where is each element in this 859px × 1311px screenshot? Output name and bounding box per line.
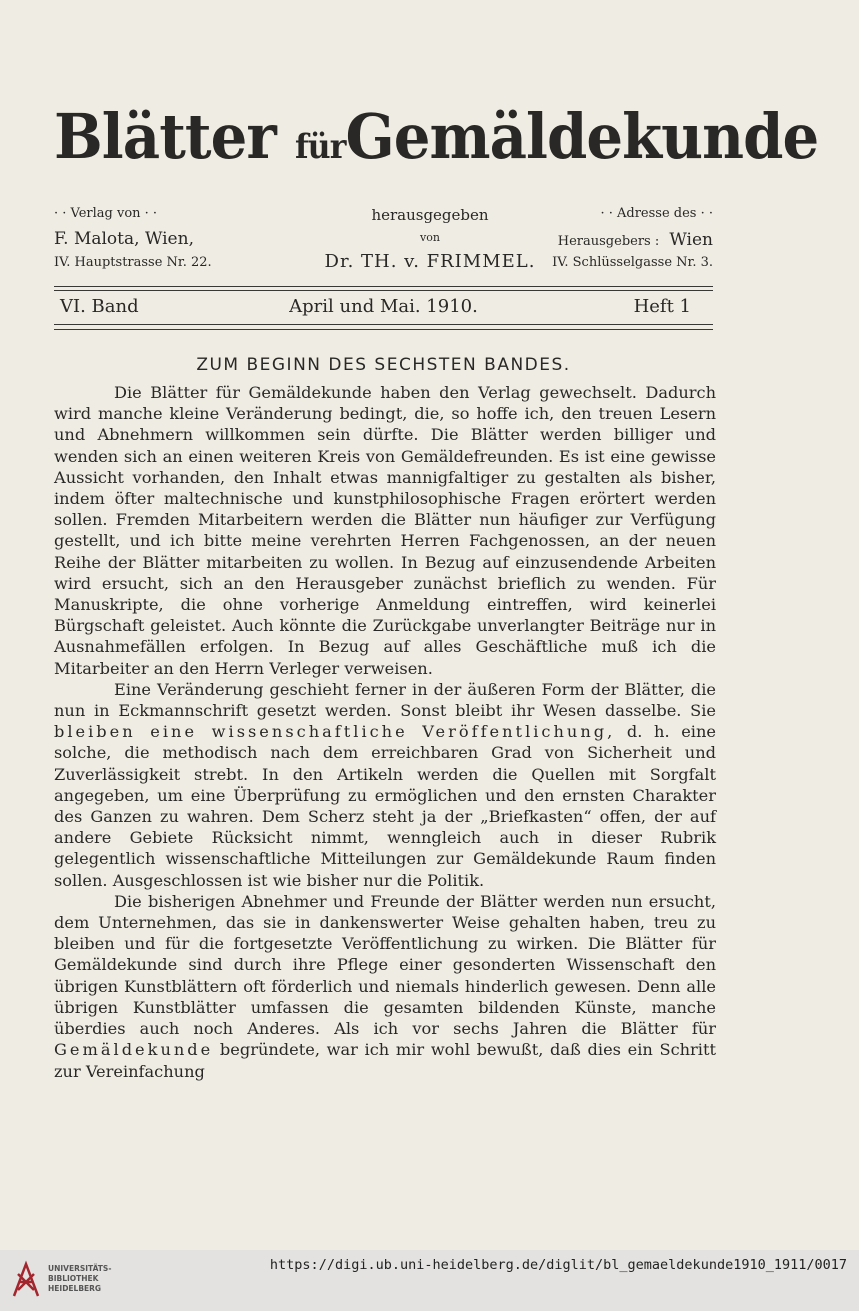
rule-top-1 [54, 286, 713, 287]
rule-bottom-1 [54, 324, 713, 325]
university-library-logo-icon [10, 1260, 42, 1300]
editor-name: Dr. TH. v. FRIMMEL. [324, 251, 536, 272]
volume-number: VI. Band [60, 296, 139, 317]
paragraph-2-start: Eine Veränderung geschieht ferner in der äußeren Form der Blätter, die nun in Eckmannschrift gesetzt werden. Sonst bleibt ihr Wesen dasselbe. Sie [54, 679, 716, 721]
rule-top-2 [54, 290, 713, 291]
address-label: · · Adresse des · · [600, 206, 713, 221]
editor-label: herausgegeben [371, 206, 489, 224]
library-name-line-3: HEIDELBERG [48, 1284, 102, 1293]
library-name-line-1: UNIVERSITÄTS- [48, 1264, 112, 1273]
rule-bottom-2 [54, 329, 713, 330]
title-word-fuer: für [294, 127, 346, 167]
address-street: IV. Schlüsselgasse Nr. 3. [552, 255, 713, 270]
address-of-label: Herausgebers : [557, 234, 660, 249]
paragraph-3-start: Die bisherigen Abnehmer und Freunde der Blätter werden nun ersucht, dem Unternehmen, das sie in dankenswerter Weise gehalten haben, treu zu bleiben und für die fortgesetzte Veröffentlichung zu wirken. Die Blätter für Gemäldekunde sind durch ihre Pflege einer gesonderten Wissenschaft den übrigen Kunstblättern oft förderlich und niemals hinderlich gewesen. Denn alle übrigen Kunstblätter umfassen die gesamten bildenden Künste, manche überdies auch noch Anderes. Als ich vor sechs Jahren die Blätter für [54, 891, 716, 1039]
paragraph-3 [54, 891, 716, 1082]
paragraph-2-end: d. h. eine solche, die methodisch nach dem erreichbaren Grad von Sicherheit und Zuverlässigkeit strebt. In den Artikeln werden die Quellen mit Sorgfalt angegeben, um eine Überprüfung zu ermöglichen und den ernsten Charakter des Ganzen zu wahren. Dem Scherz steht ja der „Briefkasten“ offen, der auf andere Gebiete Rücksicht nimmt, wenngleich auch in dieser Rubrik gelegentlich wissenschaftliche Mitteilungen zur Gemäldekunde Raum finden sollen. Ausgeschlossen ist wie bisher nur die Politik. [54, 722, 716, 890]
library-name [48, 1264, 111, 1294]
publisher-address: IV. Hauptstrasse Nr. 22. [54, 255, 212, 270]
address-of-editor [558, 229, 713, 251]
paragraph-2 [54, 679, 716, 891]
footer-bar [0, 1250, 859, 1311]
address-city: Wien [669, 230, 713, 250]
paragraph-2-emphasis: bleiben eine wissenschaftliche Veröffentlichung, [54, 722, 616, 742]
paragraph-3-emphasis: Gemäldekunde [54, 1040, 214, 1060]
publisher-name: F. Malota, Wien, [54, 229, 194, 249]
issue-date: April und Mai. 1910. [289, 296, 478, 317]
editor-von: von [420, 231, 440, 244]
title-word-gemaeldekunde: Gemäldekunde [345, 100, 819, 173]
library-name-line-2: BIBLIOTHEK [48, 1274, 99, 1283]
paragraph-3-end: begründete, war ich mir wohl bewußt, daß dies ein Schritt zur Vereinfachung [54, 1040, 716, 1081]
title-word-blaetter: Blätter [54, 100, 276, 173]
paragraph-1: Die Blätter für Gemäldekunde haben den Verlag gewechselt. Dadurch wird manche kleine Veränderung bedingt, die, so hoffe ich, den treuen Lesern und Abnehmern willkommen sein dürfte. Die Blätter werden billiger und wenden sich an einen weiteren Kreis von Gemäldefreunden. Es ist eine gewisse Aussicht vorhanden, den Inhalt etwas mannigfaltiger zu gestalten als bisher, indem öfter maltechnische und kunstphilosophische Fragen erörtert werden sollen. Fremden Mitarbeitern werden die Blätter nun häufiger zur Verfügung gestellt, und ich bitte meine verehrten Herren Fachgenossen, an der neuen Reihe der Blätter mitarbeiten zu wollen. In Bezug auf einzusendende Arbeiten wird ersucht, sich an den Herausgeber zunächst brieflich zu wenden. Für Manuskripte, die ohne vorherige Anmeldung eintreffen, wird keinerlei Bürgschaft geleistet. Auch könnte die Zurückgabe unverlangter Beiträge nur in Ausnahmefällen erfolgen. In Bezug auf alles Geschäftliche muß ich die Mitarbeiter an den Herrn Verleger verweisen. [54, 383, 716, 678]
permalink-url[interactable]: https://digi.ub.uni-heidelberg.de/diglit/bl_gemaeldekunde1910_1911/0017 [269, 1257, 847, 1273]
article-title: ZUM BEGINN DES SECHSTEN BANDES. [196, 355, 571, 375]
issue-number: Heft 1 [633, 296, 691, 317]
publisher-label: · · Verlag von · · [54, 206, 158, 221]
journal-title [54, 100, 819, 173]
article-body [54, 382, 716, 1082]
